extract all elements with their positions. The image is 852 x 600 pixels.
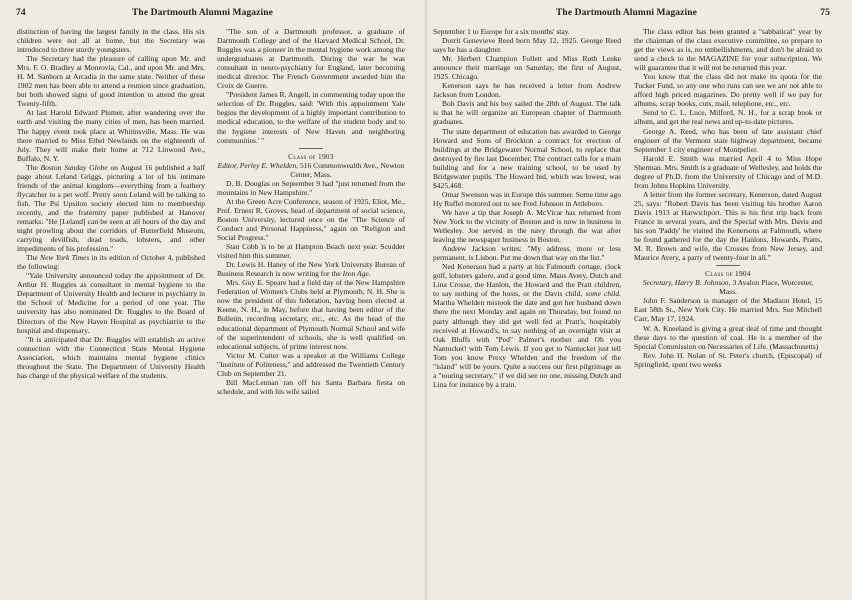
text-run: The bbox=[26, 253, 38, 263]
running-title: The Dartmouth Alumni Magazine bbox=[132, 8, 273, 18]
text-run: Martha Whelden mistook the date and got her husband down there the next Monday and again on Thursday, but found no party although they did get well fed at Pratt's, hospitably received at Howard's, to say nothing of an overnight visit at Oak Bluffs with "Ped" Palmer's mother and Oh you Nantucket! with Tom Lewis. If you get to Nantucket just tell Tom you know Prexy Whelden and the freedom of the "island" will be yours. Quite a success our first pilgrimage as a "touring secretary," if we did see no one, missing Dutch and Lina for instance by a train. bbox=[433, 298, 621, 389]
newspaper-title: New York Times bbox=[40, 253, 90, 263]
paragraph: Stan Cobb is to be at Hampton Beach next year. Scudder visited him this summer. bbox=[217, 242, 405, 261]
paragraph: Kenerson says he has received a letter from Andrew Jackson from London. bbox=[433, 81, 621, 100]
paragraph: George A. Reed, who has been of late assistant chief engineer of the Vermont state highway department, became September 1 city engineer of Montpelier. bbox=[634, 126, 822, 154]
newspaper-title: Boston Sunday Globe bbox=[40, 162, 108, 172]
paragraph: Andrew Jackson writes: "My address, more or less permanent, is Lisbon. Put me down that way on the list." bbox=[433, 244, 621, 263]
paragraph: We have a tip that Joseph A. McVicar has returned from New York to the vicinity of Boston and is now in business in Wellesley. Joe served in the navy through the war after leaving the newspaper business in Boston. bbox=[433, 207, 621, 245]
paragraph bbox=[17, 253, 205, 271]
paragraph: The state department of education has awarded to George Howard and Sons of Brockton a contract for erection of buildings at the Bridgewater Normal School, to replace that destroyed by fire last December. The contract calls for a main building and for a new training school, to be used by Bridgewater pupils. The Howard bid, which was lowest, was $425,468. bbox=[433, 126, 621, 190]
text-run: on August 16 published a half page about Leland Griggs, picturing a lot of his intimate friends of the animal kingdom—everything from a feathery flycatcher to a pet wolf. Pretty soon Leland will be talking to fish. The Psi Upsilon society elected him to membership recently, and the fraternity paper published at Hanover remarks: "He [Leland] can be seen at all hours of the day and night prowling about the corridors of Butterfield Museum, carrying devilfish, dead toads, lobsters, and other impediments of his profession." bbox=[17, 162, 205, 254]
text-run: in its edition of October 4, published the following: bbox=[17, 253, 205, 272]
paragraph bbox=[433, 262, 621, 389]
column-2 bbox=[217, 27, 405, 396]
paragraph: At the Green Acre Conference, season of 1925, Eliot, Me., Prof. Ernest R. Groves, head of department of social science, Boston University, lectured once on the "The Science of Conduct and Personal Happiness," again on "Religion and Social Progress." bbox=[217, 196, 405, 243]
paragraph: The Secretary had the pleasure of calling upon Mr. and Mrs. F. O. Bradley at Monrovia, Cal., and upon Mr. and Mrs. H. M. Sanborn at Arcadia in the same state. Neither of these 1902 men has been able to attend a reunion since graduation, but both showed signs of good intention to attend the great Twenty-fifth. bbox=[17, 54, 205, 109]
secretary-name: Editor, Perley E. Whelden, bbox=[217, 160, 299, 170]
paragraph: Omar Swenson was in Europe this summer. Some time ago Hy Ruffel motored out to see Fred Johnson in Attleboro. bbox=[433, 189, 622, 208]
class-secretary bbox=[217, 161, 405, 179]
class-heading: Class of 1903 bbox=[288, 151, 334, 161]
paragraph: Rev. John H. Nolan of St. Peter's church, (Episcopal) of Springfield, spent two weeks bbox=[634, 350, 822, 369]
paragraph: A letter from the former secretary, Kenerson, dated August 25, says: "Robert Davis has been visiting his brother Aaron Davis 1913 at Harwichport. This is his first trip back from France in several years, and the Special with Mrs. Davis and his son 'Paddy' he visited the Kenersons at Falmouth, where he found gathered for the day the Hanlons, Howards, Pratts, M. R. Brown and wife, the Crosses from New Jersey, and Maurice Avery, a party of twenty-four in all." bbox=[634, 189, 822, 263]
class-secretary bbox=[634, 278, 822, 296]
paragraph: You know that the class did not make its quota for the Tucker Fund, so any one who runs can see we are not able to afford high priced magazines. Do pretty well if we pay for albums, scrap books, cuts, mail, telephone, etc., etc. bbox=[634, 72, 822, 109]
text-run: The bbox=[26, 162, 38, 172]
paragraph: Bill MacLennan ran off his Santa Barbara fiesta on schedule, and with his wife sailed bbox=[217, 377, 405, 396]
text-run: Ned Kenerson had a party at his Falmouth cottage, clock golf, lobsters galore, and a good time. Maus Avery, Dutch and Lina Crosse, the Hanlon, the Howard and the Pratt children, to say nothing of the hosts, or the Davis child, bbox=[433, 262, 621, 299]
column-1 bbox=[433, 27, 621, 389]
paragraph: Victor M. Cutter was a speaker at the Williams College "Institute of Politeness," and addressed the Twentieth Century Club on September 21. bbox=[217, 350, 405, 378]
paragraph: Mr. Herbert Champion Follett and Miss Ruth Lenke announce their marriage on Saturday, the first of August, 1925. Chicago. bbox=[433, 54, 621, 82]
paragraph: W. A. Kneeland is giving a great deal of time and thought these days to the question of coal. He is a member of the Special Commission on Necessaries of Life. (Massachusetts) bbox=[634, 323, 822, 351]
paragraph: September 1 to Europe for a six months' stay. bbox=[433, 27, 570, 36]
paragraph: Dorrit Genevieve Reed born May 12, 1925. George Reed says he has a daughter. bbox=[433, 36, 621, 55]
paragraph: Harold E. Smith was married April 4 to Miss Hope Sherman. Mrs. Smith is a graduate of Wellesley, and holds the degree of Ph.D. from the University of Chicago and of M.D. from Johns Hopkins University. bbox=[634, 153, 822, 190]
paragraph: "It is anticipated that Dr. Ruggles will establish an active connection with the Connecticut State Mental Hygiene Association, which maintains mental hygiene clinics throughout the State. The Department of University Health has charge of the physical welfare of the students. bbox=[17, 334, 205, 380]
column-2 bbox=[634, 27, 822, 369]
paragraph bbox=[217, 260, 405, 278]
page-number: 74 bbox=[16, 8, 26, 18]
secretary-address: 516 Commonwealth Ave., Newton Center, Mass. bbox=[290, 160, 405, 179]
class-heading: Class of 1904 bbox=[705, 269, 751, 279]
paragraph: distinction of having the largest family in the class. His six children were not all at home, but the Secretary was introduced to three sturdy youngsters. bbox=[17, 27, 205, 55]
paragraph: John F. Sanderson is manager of the Madison Hotel, 15 East 58th St., New York City. He married Mrs. Sue Mitchell Carr, May 17, 1924. bbox=[634, 296, 822, 324]
paragraph: "President James R. Angell, in commenting today upon the selection of Dr. Ruggles, said: 'With this appointment Yale begins the development of a highly important contribution to medical education, to the welfare of the student body and to the hygiene interests of New Haven and neighboring communities.' " bbox=[217, 90, 405, 145]
page-75 bbox=[426, 0, 852, 600]
paragraph: The class editor has been granted a "sabbatical" year by the chairman of the class executive committee, so prepare to get the views as is, no embellishments, and don't be afraid to send a check to the MAGAZINE for your subscription. We will guarantee that it will not be returned this year. bbox=[634, 27, 822, 73]
publication-title: Iron Age. bbox=[342, 269, 371, 279]
text-run: Dr. Lewis H. Haney of the New York University Bureau of Business Research is now writing for the bbox=[217, 260, 405, 279]
page-number: 75 bbox=[820, 8, 830, 18]
running-title: The Dartmouth Alumni Magazine bbox=[556, 8, 697, 18]
secretary-address: 3 Avalon Place, Worcester, Mass. bbox=[719, 278, 814, 297]
paragraph: At last Harold Edward Plumer, after wandering over the earth and visiting the many cities of men, has been married. The happy event took place at Whitinsville, Mass. He was there married to Miss Ethel Newlands on the eighteenth of July. They will make their home at 712 Linwood Ave., Buffalo, N. Y. bbox=[17, 108, 205, 163]
emphasis: some child. bbox=[585, 289, 621, 299]
paragraph: Mrs. Guy E. Speare had a field day of the New Hampshire Federation of Women's Clubs held at Plymouth, N. H. She is now the president of this federation, having been elected at Keene, N. H., in May, before that having been editor of the Bulletin, recording secretary, etc., etc. As the head of the educational department of Plymouth Normal School and wife of the superintendent of schools, she is well qualified on educational subjects, of prime interest now. bbox=[217, 278, 405, 351]
paragraph: D. B. Douglas on September 9 had "just returned from the mountains in New Hampshire." bbox=[217, 178, 405, 197]
paragraph bbox=[17, 163, 205, 253]
paragraph: "Yale University announced today the appointment of Dr. Arthur H. Ruggles as consultant in mental hygiene to the Department of University Health and lecturer in psychiatry in the School of Medicine for a period of one year. The university has also nominated Dr. Ruggles to the Board of Directors of the New Haven Hospital as psychiatrist to the hospital and dispensary. bbox=[17, 271, 205, 335]
secretary-name: Secretary, Harry B. Johnson, bbox=[642, 278, 731, 288]
section-rule bbox=[299, 148, 323, 149]
paragraph: "The son of a Dartmouth professor, a graduate of Dartmouth College and of the Harvard Medical School, Dr. Ruggles was a pioneer in the mental hygiene work among the undergraduates at Dartmouth. During the war he was consultant in neuro-psychiatry for England, later becoming medical director. The French Government awarded him the Croix de Guerre. bbox=[217, 27, 405, 91]
column-1 bbox=[17, 27, 205, 380]
section-rule bbox=[716, 265, 740, 266]
paragraph: Bob Davis and his boy sailed the 28th of August. The talk is that he will organize an European chapter of Dartmouth graduates. bbox=[433, 99, 621, 127]
paragraph: Send to C. L. Luce, Milford, N. H., for a scrap book or album, and get the real news and up-to-date pictures. bbox=[634, 108, 822, 127]
